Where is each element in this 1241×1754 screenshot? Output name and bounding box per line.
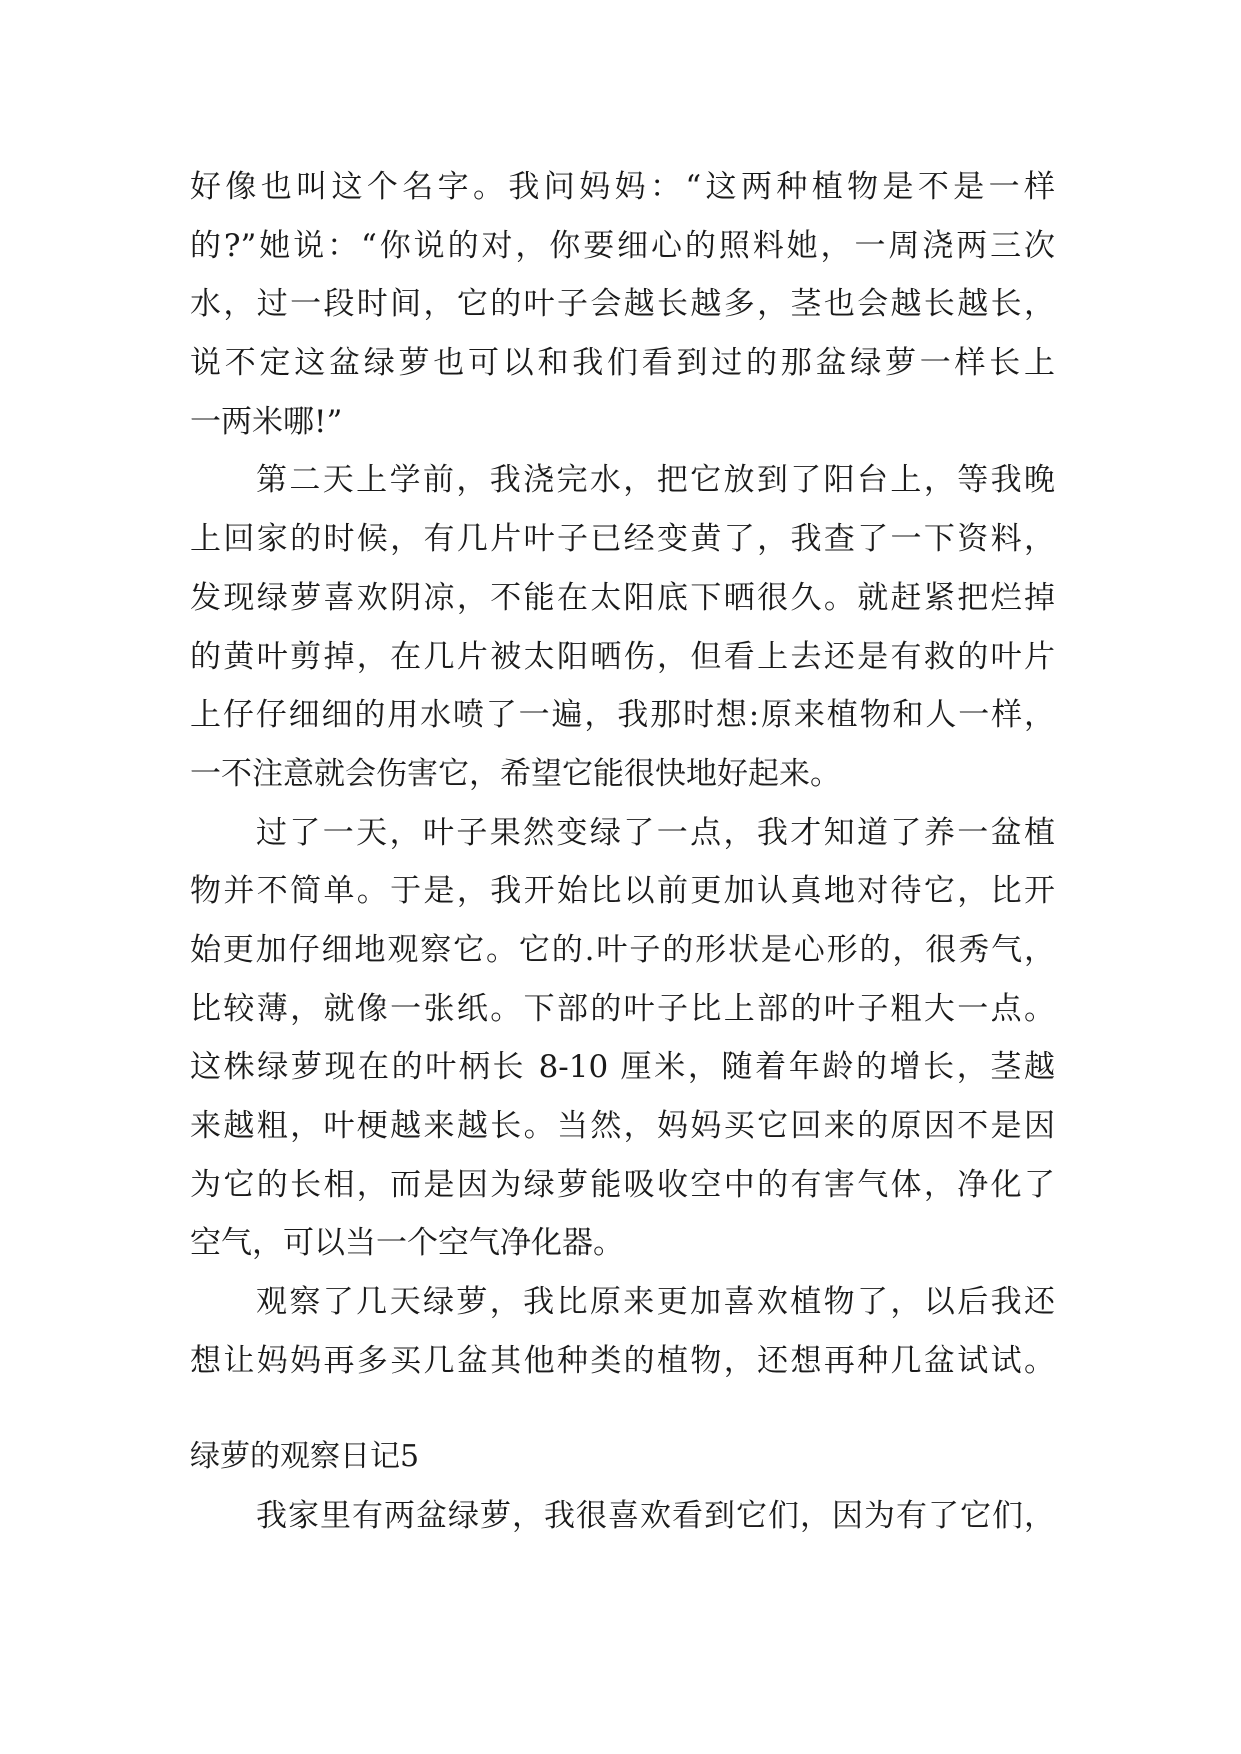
text-line: 一不注意就会伤害它，希望它能很快地好起来。 — [190, 755, 841, 792]
text-line: 好像也叫这个名字。我问妈妈：“这两种植物是不是一样 — [190, 169, 1055, 205]
text-line: 过了一天，叶子果然变绿了一点，我才知道了养一盆植 — [256, 814, 1055, 851]
text-line: 水，过一段时间，它的叶子会越长越多，茎也会越长越长， — [190, 286, 1055, 323]
text-line: 上回家的时候，有几片叶子已经变黄了，我查了一下资料， — [190, 521, 1055, 558]
paragraph-3 — [190, 804, 1055, 1274]
paragraph-4 — [190, 1273, 1055, 1390]
text-line: 空气，可以当一个空气净化器。 — [190, 1225, 624, 1262]
paragraph-2 — [190, 451, 1055, 803]
text-line: 第二天上学前，我浇完水，把它放到了阳台上，等我晚 — [256, 462, 1055, 499]
paragraph-1 — [190, 158, 1055, 451]
text-line: 我家里有两盆绿萝，我很喜欢看到它们，因为有了它们， — [256, 1498, 1055, 1535]
text-line: 这株绿萝现在的叶柄长 8-10 厘米，随着年龄的增长，茎越 — [190, 1049, 1055, 1086]
text-line: 说不定这盆绿萝也可以和我们看到过的那盆绿萝一样长上 — [190, 345, 1055, 382]
section-heading: 绿萝的观察日记5 — [190, 1439, 420, 1475]
text-line: 的?”她说：“你说的对，你要细心的照料她，一周浇两三次 — [190, 227, 1055, 264]
text-line: 想让妈妈再多买几盆其他种类的植物，还想再种几盆试试。 — [190, 1342, 1055, 1379]
text-line: 上仔仔细细的用水喷了一遍，我那时想:原来植物和人一样， — [190, 697, 1055, 734]
text-line: 观察了几天绿萝，我比原来更加喜欢植物了，以后我还 — [256, 1284, 1055, 1321]
text-line: 物并不简单。于是，我开始比以前更加认真地对待它，比开 — [190, 873, 1055, 910]
document-body — [190, 158, 1055, 1546]
text-line: 发现绿萝喜欢阴凉，不能在太阳底下晒很久。就赶紧把烂掉 — [190, 579, 1055, 616]
text-line: 一两米哪!” — [190, 403, 343, 440]
text-line: 来越粗，叶梗越来越长。当然，妈妈买它回来的原因不是因 — [190, 1108, 1055, 1144]
text-line: 始更加仔细地观察它。它的.叶子的形状是心形的，很秀气， — [190, 931, 1055, 968]
text-line: 比较薄，就像一张纸。下部的叶子比上部的叶子粗大一点。 — [190, 990, 1055, 1027]
text-line: 为它的长相，而是因为绿萝能吸收空中的有害气体，净化了 — [190, 1166, 1055, 1203]
text-line: 的黄叶剪掉，在几片被太阳晒伤，但看上去还是有救的叶片 — [190, 638, 1055, 675]
paragraph-5 — [190, 1487, 1055, 1546]
